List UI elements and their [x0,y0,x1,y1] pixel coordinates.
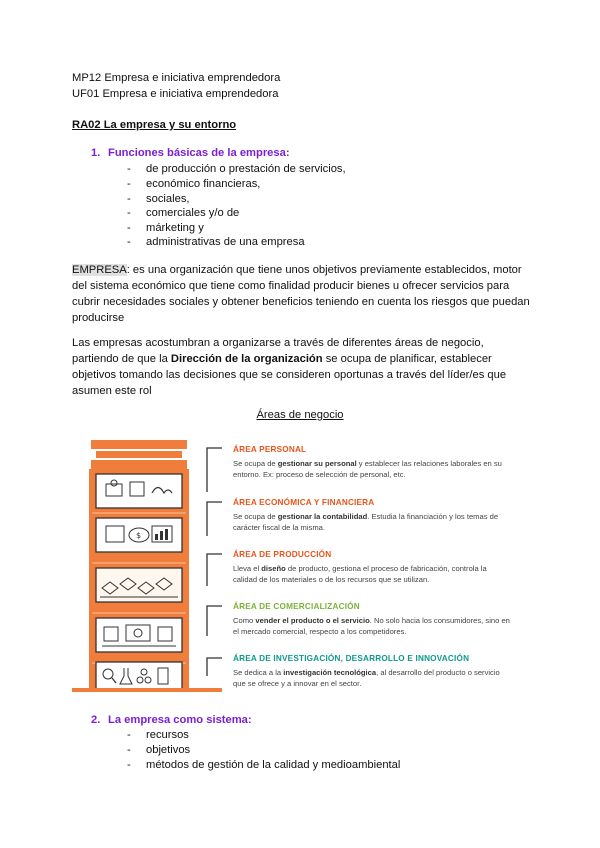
svg-text:$: $ [136,531,142,540]
roof-top [91,440,187,449]
areas-text-2: se ocupa de planificar, establecer objetivos tomando las decisiones que se consideren oportunas a través del líder/es que asumen este rol [72,353,507,397]
list-item: métodos de gestión de la calidad y medioambiental [146,759,401,771]
list-bullet: - [127,193,131,205]
section-2-number: 2. [91,714,101,726]
area-comercializacion-title: ÁREA DE COMERCIALIZACIÓN [233,602,360,611]
list-item: económico financieras, [146,178,261,190]
window-comercializacion [96,618,182,652]
empresa-text: : es una organización que tiene unos objetivos previamente establecidos, motor del sistema económico que tiene como finalidad producir bienes u ofrecer servicios para cubrir necesidades sociales y obtener beneficios teniendo en cuenta los riesgos que puedan producirse [72,264,530,324]
list-item: objetivos [146,744,191,756]
list-item: administrativas de una empresa [146,236,305,248]
section-1-number: 1. [91,147,101,159]
header-line-2: UF01 Empresa e iniciativa emprendedora [72,88,279,100]
list-item: de producción o prestación de servicios, [146,163,346,175]
area-idi-title: ÁREA DE INVESTIGACIÓN, DESARROLLO E INNOVACIÓN [233,654,470,663]
areas-title: Áreas de negocio [256,409,344,421]
section-1-title: Funciones básicas de la empresa: [108,147,290,159]
list-item: sociales, [146,193,190,205]
list-bullet: - [127,759,131,771]
list-item: márketing y [146,222,204,234]
window-idi [96,662,182,690]
list-bullet: - [127,729,131,741]
list-bullet: - [127,178,131,190]
area-produccion-title: ÁREA DE PRODUCCIÓN [233,550,332,559]
ra-heading: RA02 La empresa y su entorno [72,119,237,131]
area-idi-desc: Se dedica a la investigación tecnológica, al desarrollo del producto o servicio que se ofrece y a innovar en el sector. [233,668,500,688]
list-item: comerciales y/o de [146,207,240,219]
header-line-1: MP12 Empresa e iniciativa emprendedora [72,72,281,84]
area-economica-desc: Se ocupa de gestionar la contabilidad. Estudia la financiación y los temas de carácter fiscal de la misma. [233,512,499,532]
area-personal-title: ÁREA PERSONAL [233,445,307,454]
list-bullet: - [127,207,131,219]
window-personal [96,474,182,508]
list-bullet: - [127,163,131,175]
areas-text-1: Las empresas acostumbran a organizarse a través de diferentes áreas de negocio, partiendo de que la [72,337,484,365]
areas-text-bold: Dirección de la organización [170,353,323,365]
area-comercializacion-desc: Como vender el producto o el servicio. No solo hacia los consumidores, sino en el mercado comercial, respecto a los competidores. [233,616,510,636]
business-areas-infographic [72,438,522,692]
section-2-title: La empresa como sistema: [108,714,252,726]
list-bullet: - [127,744,131,756]
area-produccion-desc: Lleva el diseño de producto, gestiona el proceso de fabricación, controla la calidad de los materiales o de los recursos que se utilizan. [233,564,487,584]
list-bullet: - [127,222,131,234]
area-economica-title: ÁREA ECONÓMICA Y FINANCIERA [233,498,375,507]
list-bullet: - [127,236,131,248]
areas-paragraph [72,335,532,399]
empresa-term: EMPRESA [72,264,127,276]
area-personal-desc: Se ocupa de gestionar su personal y establecer las relaciones laborales en su entorno. Ex: proceso de selección de personal, etc. [233,459,502,479]
empresa-definition [72,262,532,326]
building-illustration [72,438,222,692]
list-item: recursos [146,729,189,741]
